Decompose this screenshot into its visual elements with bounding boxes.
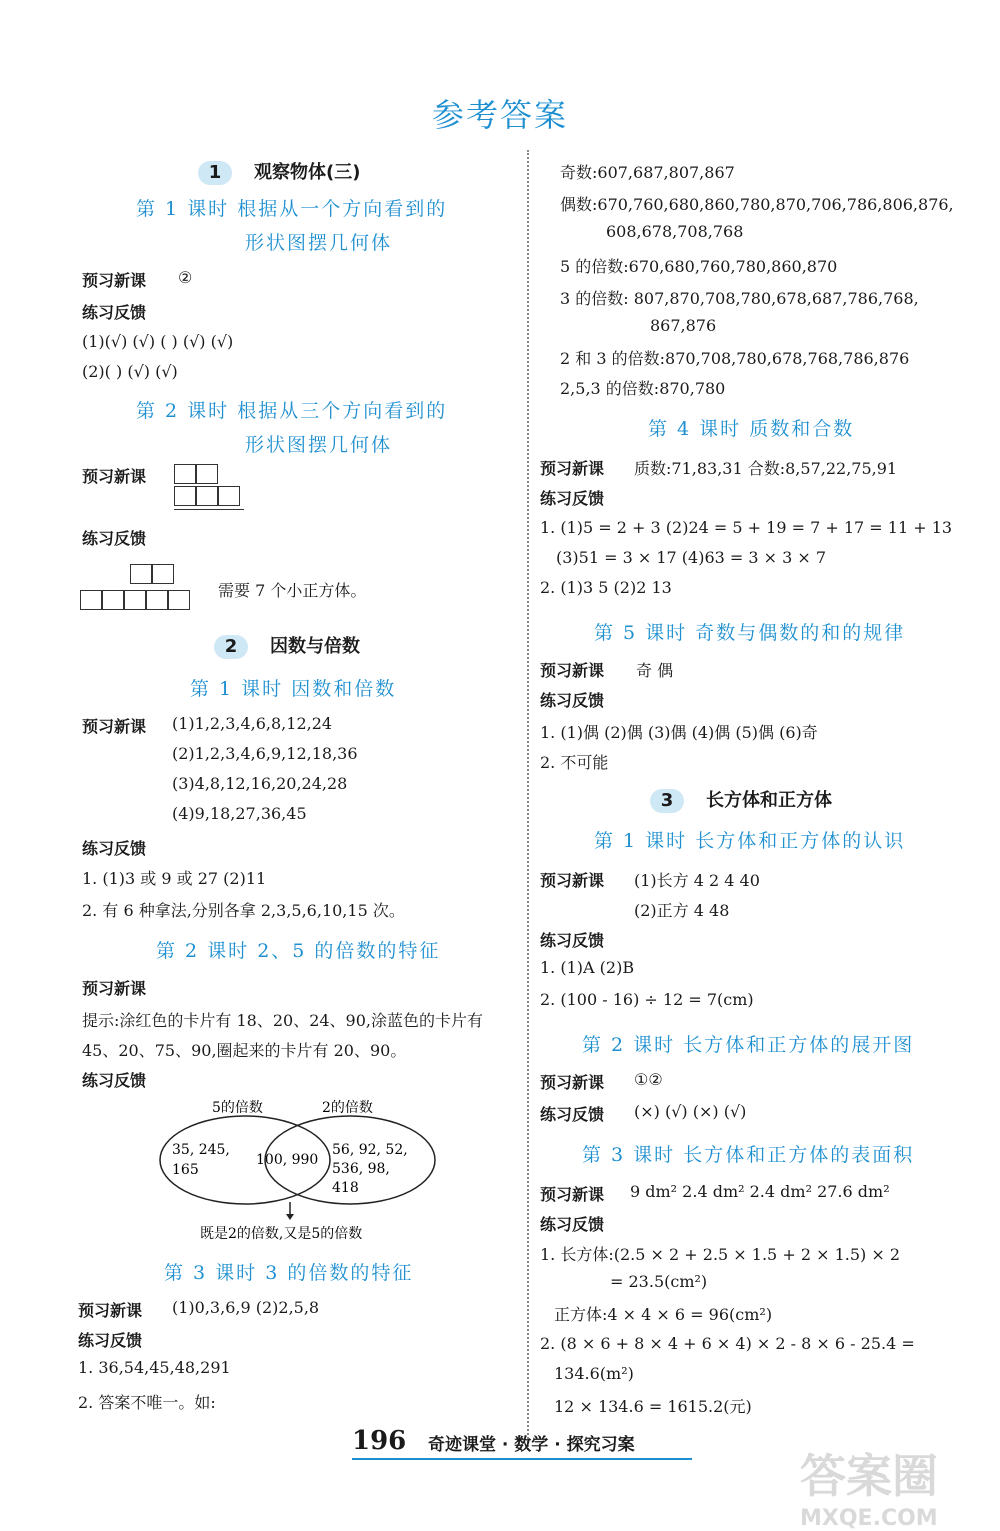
lesson-title-line2: 形状图摆几何体 [245, 232, 393, 254]
unit-1-heading [198, 158, 360, 185]
venn-intersection: 100, 990 [256, 1152, 319, 1168]
book-title: 奇迹课堂 · 数学 · 探究习案 [428, 1435, 635, 1455]
lesson-title: 第 1 课时 因数和倍数 [190, 678, 397, 700]
answer-text: 9 dm² 2.4 dm² 2.4 dm² 27.6 dm² [630, 1182, 890, 1201]
section-label: 练习反馈 [540, 1215, 605, 1234]
section-label: 预习新课 [78, 1301, 143, 1320]
lesson-title: 第 2 课时 2、5 的倍数的特征 [156, 940, 441, 962]
section-label: 预习新课 [540, 661, 605, 680]
lesson-title: 第 3 课时 3 的倍数的特征 [164, 1262, 414, 1284]
answer-text: 2. 不可能 [540, 753, 609, 772]
section-label: 预习新课 [540, 1185, 605, 1204]
section-label: 练习反馈 [540, 931, 605, 950]
hint-text: 45、20、75、90,圈起来的卡片有 20、90。 [82, 1041, 407, 1060]
answer-text: 质数:71,83,31 合数:8,57,22,75,91 [634, 459, 898, 478]
unit-title: 长方体和正方体 [706, 790, 832, 811]
answer-text: (1)长方 4 2 4 40 [634, 871, 760, 890]
section-label: 练习反馈 [540, 691, 605, 710]
section-label: 预习新课 [540, 459, 605, 478]
venn-right-only: 56, 92, 52, [332, 1142, 408, 1158]
lesson-title: 第 3 课时 长方体和正方体的表面积 [582, 1144, 915, 1166]
unit-3-heading [650, 786, 832, 813]
answer-text: 608,678,708,768 [606, 222, 744, 241]
answer-text: ② [178, 268, 193, 287]
lesson-title: 第 2 课时 长方体和正方体的展开图 [582, 1034, 915, 1056]
answer-text: (4)9,18,27,36,45 [172, 804, 307, 823]
venn-right-only: 418 [332, 1180, 359, 1196]
page-number: 196 [352, 1426, 407, 1456]
answer-text: 需要 7 个小正方体。 [218, 581, 367, 600]
answer-text: = 23.5(cm²) [610, 1272, 708, 1291]
answer-text: 1. (1)3 或 9 或 27 (2)11 [82, 869, 267, 888]
lesson-title-line2: 形状图摆几何体 [245, 434, 393, 456]
lesson-title: 第 4 课时 质数和合数 [648, 418, 855, 440]
answer-text: (×) (√) (×) (√) [634, 1102, 747, 1121]
answer-text: 2,5,3 的倍数:870,780 [560, 379, 726, 398]
section-label: 练习反馈 [82, 529, 147, 548]
answer-text: 偶数:670,760,680,860,780,870,706,786,806,876, [560, 195, 954, 214]
answer-text: (2)正方 4 48 [634, 901, 730, 920]
venn-label-right: 2的倍数 [322, 1100, 373, 1116]
section-label: 预习新课 [82, 717, 147, 736]
answer-text: 1. (1)5 = 2 + 3 (2)24 = 5 + 19 = 7 + 17 = 11 + 13 [540, 518, 953, 537]
section-label: 预习新课 [82, 979, 147, 998]
answer-text: 2 和 3 的倍数:870,708,780,678,768,786,876 [560, 349, 910, 368]
venn-caption: 既是2的倍数,又是5的倍数 [200, 1226, 363, 1242]
answer-text: 正方体:4 × 4 × 6 = 96(cm²) [554, 1305, 773, 1324]
answer-text: 奇 偶 [636, 661, 674, 680]
answer-text: 12 × 134.6 = 1615.2(元) [554, 1397, 752, 1416]
venn-diagram [150, 1092, 450, 1252]
venn-right-only: 536, 98, [332, 1161, 390, 1177]
answer-text: 1. (1)偶 (2)偶 (3)偶 (4)偶 (5)偶 (6)奇 [540, 723, 818, 742]
venn-left-only: 165 [172, 1162, 199, 1178]
section-label: 练习反馈 [82, 839, 147, 858]
answer-text: 5 的倍数:670,680,760,780,860,870 [560, 257, 838, 276]
page-title: 参考答案 [431, 96, 568, 134]
lesson-title: 第 1 课时 根据从一个方向看到的 [136, 198, 448, 220]
unit-title: 因数与倍数 [270, 636, 360, 657]
answer-text: 2. (1)3 5 (2)2 13 [540, 578, 672, 597]
answer-text: (3)51 = 3 × 17 (4)63 = 3 × 3 × 7 [556, 548, 827, 567]
venn-arrowhead [286, 1214, 294, 1220]
answer-text: 2. 答案不唯一。如: [78, 1393, 216, 1412]
section-label: 预习新课 [540, 871, 605, 890]
answer-text: (1)0,3,6,9 (2)2,5,8 [172, 1298, 320, 1317]
answer-text: 奇数:607,687,807,867 [560, 163, 735, 182]
section-label: 预习新课 [82, 271, 147, 290]
unit-number-badge: 3 [650, 789, 684, 813]
venn-left-only: 35, 245, [172, 1142, 230, 1158]
section-label: 练习反馈 [82, 303, 147, 322]
answer-text: 1. 36,54,45,48,291 [78, 1358, 231, 1377]
hint-text: 提示:涂红色的卡片有 18、20、24、90,涂蓝色的卡片有 [82, 1011, 484, 1030]
unit-title: 观察物体(三) [254, 162, 361, 183]
section-label: 预习新课 [82, 467, 147, 486]
unit-2-heading [214, 632, 360, 659]
lesson-title: 第 1 课时 长方体和正方体的认识 [594, 830, 906, 852]
answer-text: 3 的倍数: 807,870,708,780,678,687,786,768, [560, 289, 919, 308]
venn-label-left: 5的倍数 [212, 1100, 263, 1116]
answer-text: 2. (100 - 16) ÷ 12 = 7(cm) [540, 990, 754, 1009]
answer-text: 1. 长方体:(2.5 × 2 + 2.5 × 1.5 + 2 × 1.5) × 2 [540, 1245, 901, 1264]
watermark-logo: 答案圈 MXQE.COM [800, 1449, 938, 1531]
unit-number-badge: 2 [214, 635, 248, 659]
answer-text: (1)1,2,3,4,6,8,12,24 [172, 714, 333, 733]
answer-text: 1. (1)A (2)B [540, 958, 635, 977]
lesson-title: 第 2 课时 根据从三个方向看到的 [136, 400, 448, 422]
section-label: 预习新课 [540, 1073, 605, 1092]
section-label: 练习反馈 [82, 1071, 147, 1090]
answer-text: (1)(√) (√) ( ) (√) (√) [82, 332, 234, 351]
answer-text: 2. 有 6 种拿法,分别各拿 2,3,5,6,10,15 次。 [82, 901, 405, 920]
answer-text: (3)4,8,12,16,20,24,28 [172, 774, 348, 793]
answer-text: 2. (8 × 6 + 8 × 4 + 6 × 4) × 2 - 8 × 6 - 25.4 = [540, 1334, 915, 1353]
unit-number-badge: 1 [198, 161, 232, 185]
answer-text: ①② [634, 1070, 663, 1089]
column-divider [527, 150, 529, 1450]
answer-text: 134.6(m²) [554, 1364, 634, 1383]
section-label: 练习反馈 [540, 489, 605, 508]
answer-text: (2)1,2,3,4,6,9,12,18,36 [172, 744, 358, 763]
answer-text: (2)( ) (√) (√) [82, 362, 178, 381]
lesson-title: 第 5 课时 奇数与偶数的和的规律 [594, 622, 906, 644]
section-label: 练习反馈 [78, 1331, 143, 1350]
answer-text: 867,876 [650, 316, 717, 335]
footer-rule [352, 1458, 692, 1460]
section-label: 练习反馈 [540, 1105, 605, 1124]
